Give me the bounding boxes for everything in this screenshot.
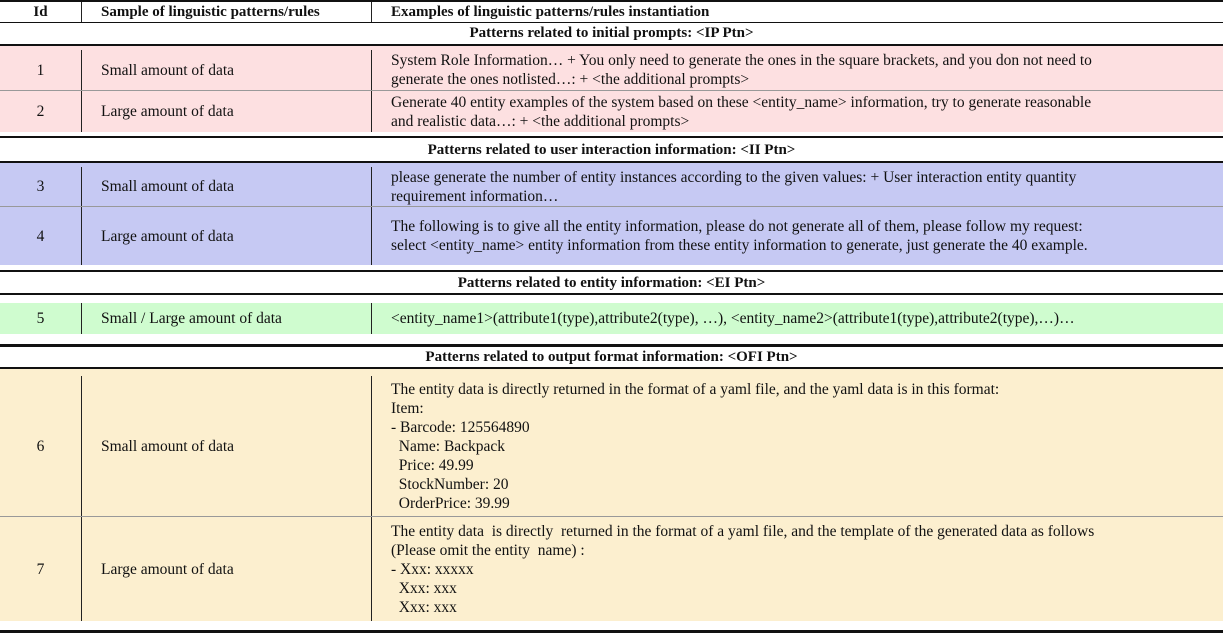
example-line: select <entity_name> entity information from these entity information to generate, just generate the 40 example. <box>391 237 1088 254</box>
header-examples: Examples of linguistic patterns/rules instantiation <box>371 2 1223 22</box>
section-ip: Patterns related to initial prompts: <IP Ptn> <box>469 25 754 41</box>
row-id: 6 <box>36 437 45 455</box>
rule <box>0 136 1223 138</box>
section-ofi: Patterns related to output format information: <OFI Ptn> <box>425 348 798 365</box>
table-bottom-rule <box>0 630 1223 633</box>
row-example <box>371 91 1223 132</box>
section-ei: Patterns related to entity information: <EI Ptn> <box>457 274 766 291</box>
example-line: Item: <box>391 399 424 417</box>
example-line: Name: Backpack <box>391 437 506 455</box>
row-sample: Large amount of data <box>81 207 371 265</box>
example-line: requirement information… <box>391 187 559 205</box>
example-line: OrderPrice: 39.99 <box>391 494 510 512</box>
table-row <box>0 303 1223 334</box>
row-id: 5 <box>36 310 45 327</box>
row-sample: Small amount of data <box>81 376 371 516</box>
row-example <box>371 167 1223 206</box>
rule <box>0 293 1223 295</box>
example-line: The entity data is directly returned in the format of a yaml file, and the yaml data is in this format: <box>391 380 1000 398</box>
table-row <box>0 376 1223 516</box>
row-example <box>371 517 1223 621</box>
spacer <box>0 369 1223 376</box>
example-line: <entity_name1>(attribute1(type),attribute2(type), …), <entity_name2>(attribute1(type),attribute2(type),…)… <box>391 310 1075 327</box>
row-id: 2 <box>36 103 45 120</box>
example-line: and realistic data…: + <the additional prompts> <box>391 112 690 130</box>
row-sample: Small / Large amount of data <box>81 303 371 334</box>
row-sample: Large amount of data <box>81 91 371 132</box>
row-example <box>371 376 1223 516</box>
example-line: (Please omit the entity name) : <box>391 541 585 559</box>
row-sample: Small amount of data <box>81 50 371 90</box>
example-line: Price: 49.99 <box>391 456 474 474</box>
row-id: 3 <box>36 178 45 195</box>
example-line: Xxx: xxx <box>391 598 457 616</box>
example-line: StockNumber: 20 <box>391 475 509 493</box>
header-id: Id <box>33 3 48 20</box>
example-line: The entity data is directly returned in the format of a yaml file, and the template of the generated data as follows <box>391 522 1095 540</box>
example-line: Xxx: xxx <box>391 579 457 597</box>
example-line: - Xxx: xxxxx <box>391 560 474 578</box>
table-row <box>0 50 1223 90</box>
header-sample: Sample of linguistic patterns/rules <box>81 2 371 22</box>
row-example <box>371 303 1223 334</box>
example-line: The following is to give all the entity information, please do not generate all of them, please follow my request: <box>391 218 1083 235</box>
example-line: generate the ones notlisted…: + <the additional prompts> <box>391 71 750 88</box>
row-sample: Large amount of data <box>81 517 371 621</box>
example-line: please generate the number of entity instances according to the given values: + User interaction entity quantity <box>391 168 1077 186</box>
row-id: 4 <box>36 227 45 245</box>
table-row <box>0 91 1223 132</box>
row-sample: Small amount of data <box>81 167 371 206</box>
row-id: 7 <box>36 560 45 578</box>
table-row <box>0 517 1223 621</box>
table-row <box>0 167 1223 206</box>
example-line: Generate 40 entity examples of the system based on these <entity_name> information, try to generate reasonable <box>391 93 1092 111</box>
table-header <box>0 2 1223 22</box>
table-row <box>0 207 1223 265</box>
example-line: System Role Information… + You only need to generate the ones in the square brackets, and you don not need to <box>391 52 1092 69</box>
row-id: 1 <box>36 61 45 79</box>
row-example <box>371 50 1223 90</box>
section-ii: Patterns related to user interaction information: <II Ptn> <box>427 142 796 158</box>
example-line: - Barcode: 125564890 <box>391 418 530 436</box>
row-example <box>371 207 1223 265</box>
